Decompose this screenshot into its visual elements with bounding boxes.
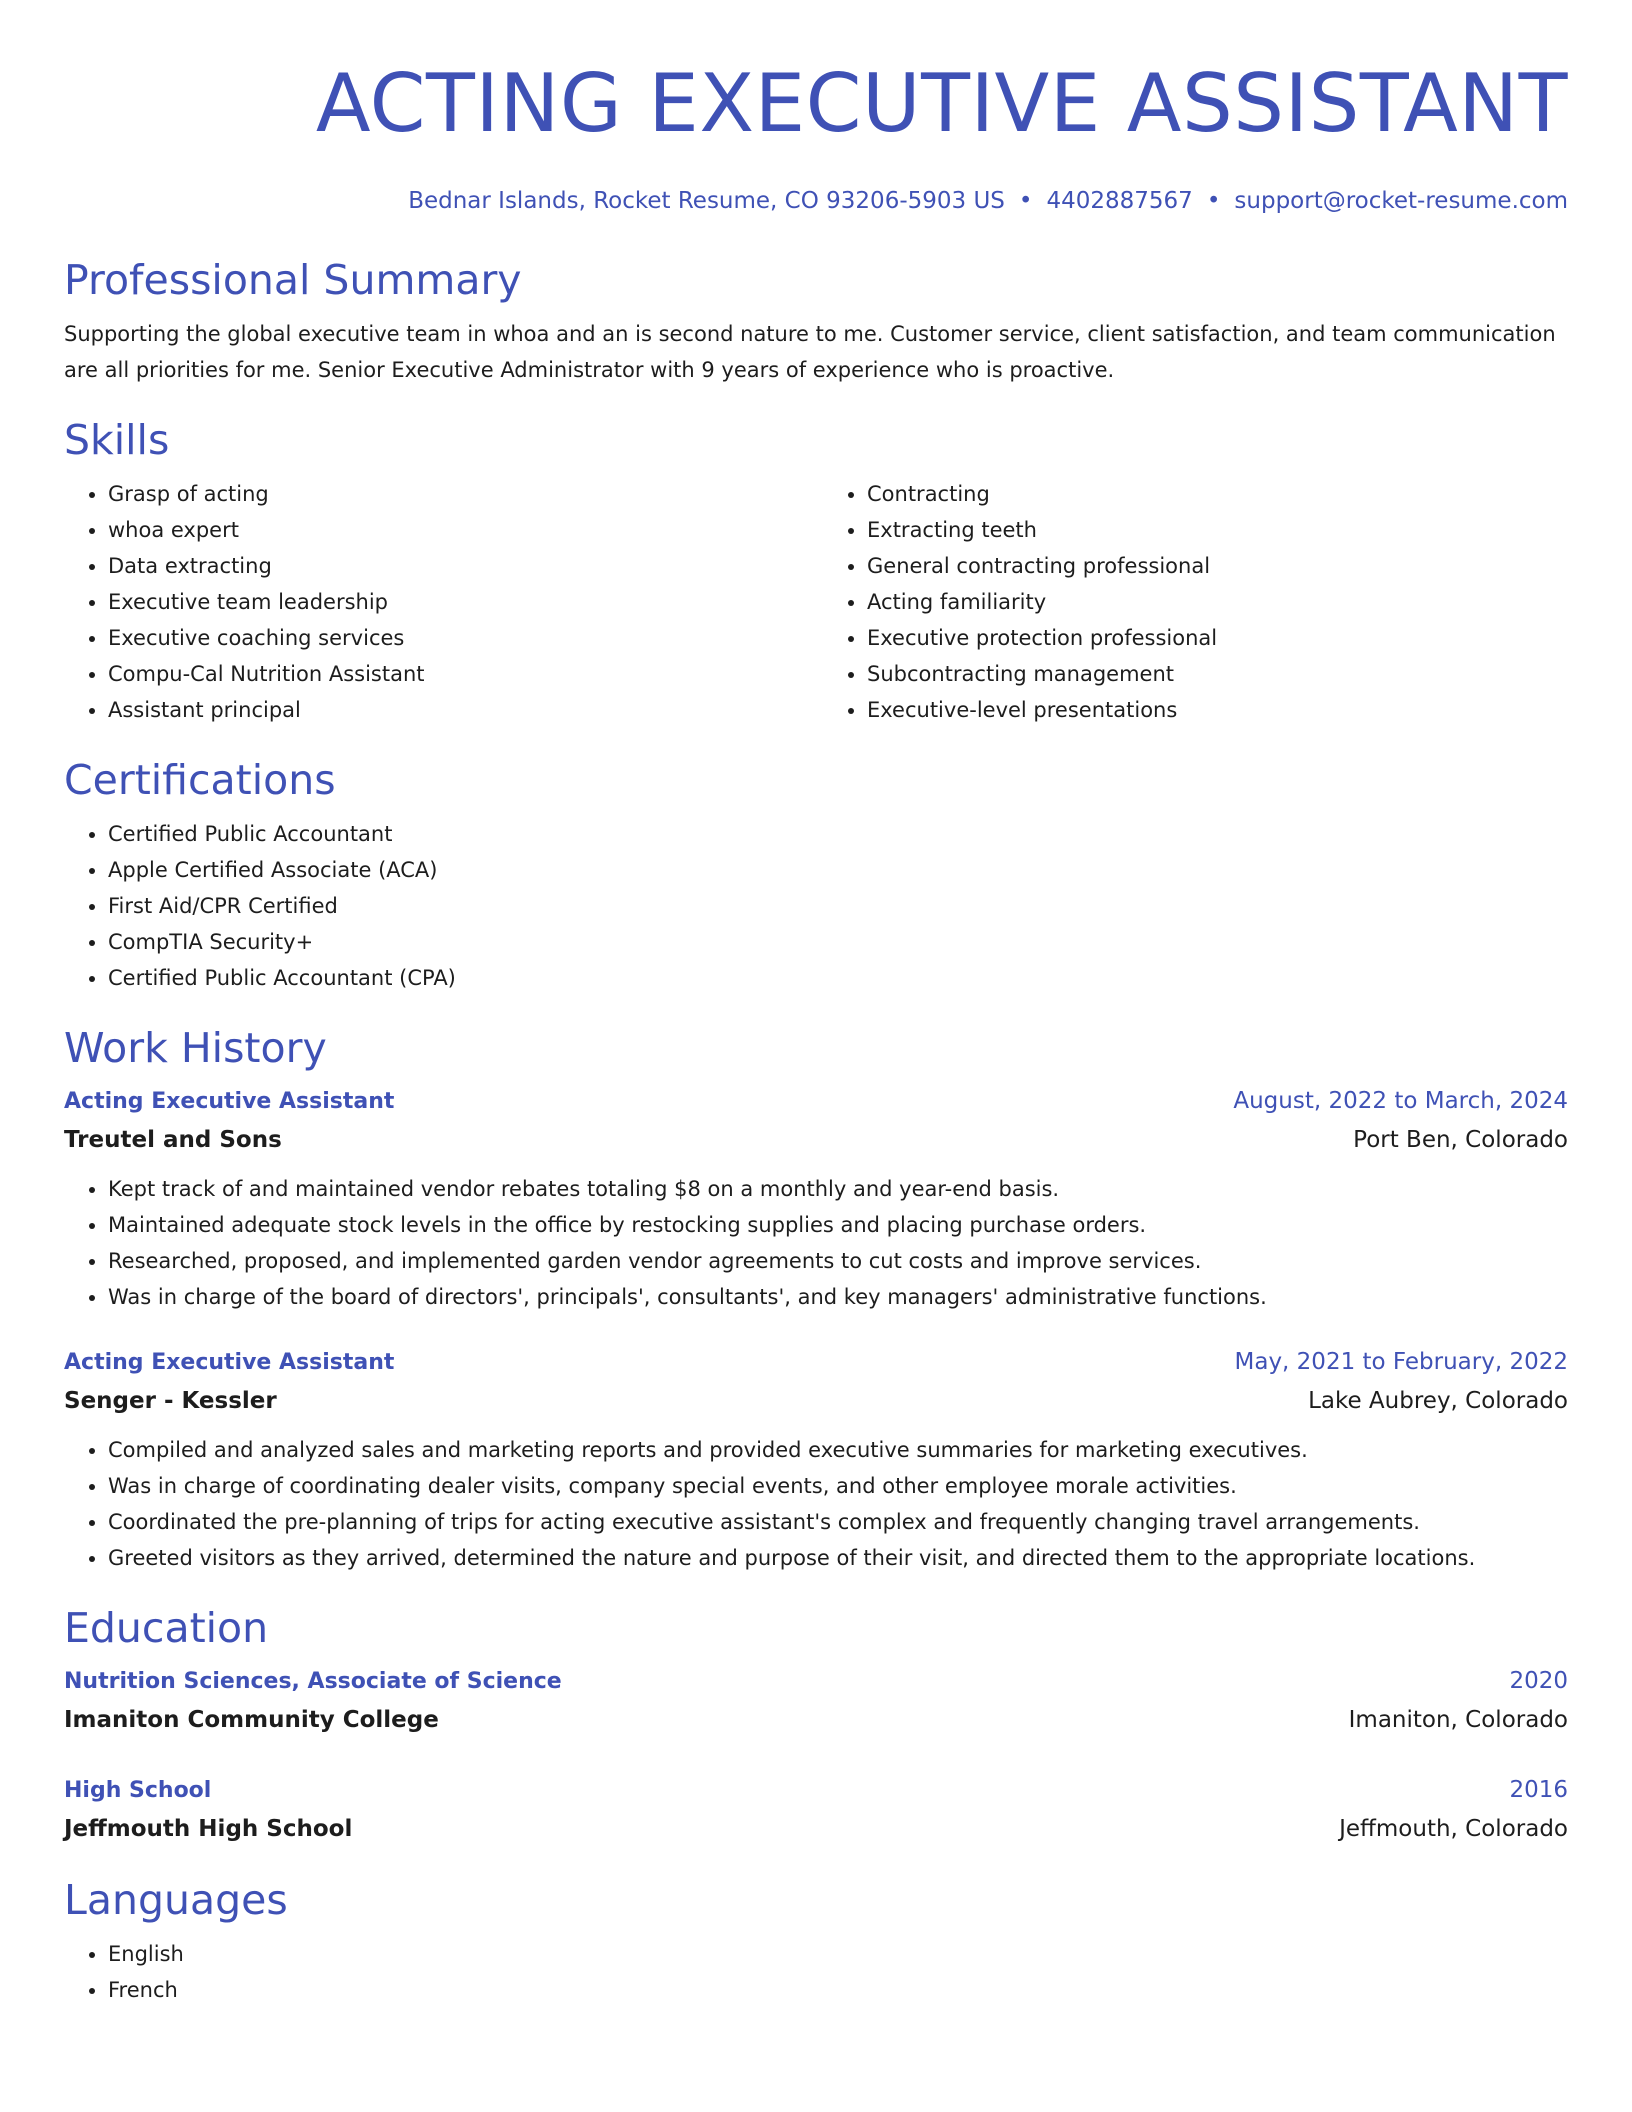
job-entry [64,1343,1568,1576]
section-title-work-history: Work History [64,1024,327,1072]
section-title-languages: Languages [64,1876,288,1924]
language-item: • English [108,1936,1568,1972]
education-location: Imaniton, Colorado [1348,1707,1568,1733]
skill-item: • Data extracting [108,548,809,584]
certifications-section [64,754,1568,996]
summary-text: Supporting the global executive team in whoa and an is second nature to me. Customer service, client satisfaction, and team communication are all priorities for me. Senior Executive Administrator with 9 years of experience who is proactive. [64,322,1556,382]
job-duty: • Compiled and analyzed sales and marketing reports and provided executive summaries for marketing executives. [108,1432,1568,1468]
contact-line [64,186,1568,216]
skills-section [64,414,1568,728]
job-duties-list [64,1171,1568,1315]
education-school: Imaniton Community College [64,1707,439,1733]
education-school: Jeffmouth High School [64,1816,353,1842]
section-title-education: Education [64,1604,269,1652]
section-title-skills: Skills [64,416,170,464]
job-dates: August, 2022 to March, 2024 [1233,1088,1568,1114]
skill-item: • whoa expert [108,512,809,548]
job-company: Senger - Kessler [64,1388,277,1414]
job-title: Acting Executive Assistant [64,1350,395,1375]
education-entry [64,1771,1568,1848]
job-entry [64,1082,1568,1315]
education-degree: High School [64,1778,212,1803]
education-year: 2020 [1509,1668,1568,1694]
skill-item: • Grasp of acting [108,476,809,512]
skill-item: • Compu-Cal Nutrition Assistant [108,656,809,692]
skills-list-right [809,476,1568,728]
job-header-row [64,1343,1568,1382]
job-location: Lake Aubrey, Colorado [1308,1388,1568,1414]
job-duty: • Researched, proposed, and implemented garden vendor agreements to cut costs and improve services. [108,1243,1568,1279]
contact-email[interactable]: support@rocket-resume.com [1234,188,1568,214]
skills-list-left [64,476,809,728]
work-history-section [64,1022,1568,1576]
certification-item: • First Aid/CPR Certified [108,888,1568,924]
job-duty: • Kept track of and maintained vendor rebates totaling $8 on a monthly and year-end basis. [108,1171,1568,1207]
contact-separator: • [1018,188,1033,214]
languages-section [64,1874,1568,2008]
skills-columns [64,476,1568,728]
job-location: Port Ben, Colorado [1353,1127,1568,1153]
skill-item: • Executive-level presentations [867,692,1568,728]
education-school-row [64,1810,1568,1848]
skill-item: • Subcontracting management [867,656,1568,692]
resume-header [64,0,1568,216]
contact-phone[interactable]: 4402887567 [1046,188,1193,214]
job-duty: • Maintained adequate stock levels in the office by restocking supplies and placing purchase orders. [108,1207,1568,1243]
education-degree: Nutrition Sciences, Associate of Science [64,1669,562,1694]
education-header-row [64,1771,1568,1810]
job-company-row [64,1382,1568,1420]
education-entry [64,1662,1568,1739]
skill-item: • Executive team leadership [108,584,809,620]
certification-item: • Certified Public Accountant (CPA) [108,960,1568,996]
education-year: 2016 [1509,1777,1568,1803]
skill-item: • Assistant principal [108,692,809,728]
skill-item: • Extracting teeth [867,512,1568,548]
summary-section [64,254,1568,388]
candidate-name: ACTING EXECUTIVE ASSISTANT [315,57,1568,150]
section-title-summary: Professional Summary [64,256,522,304]
certification-item: • Certified Public Accountant [108,816,1568,852]
job-company: Treutel and Sons [64,1127,282,1153]
languages-list [64,1936,1568,2008]
job-duty: • Greeted visitors as they arrived, determined the nature and purpose of their visit, and directed them to the appropriate locations. [108,1540,1568,1576]
job-duties-list [64,1432,1568,1576]
contact-address: Bednar Islands, Rocket Resume, CO 93206-5903 US [408,188,1005,214]
education-school-row [64,1701,1568,1739]
job-company-row [64,1121,1568,1159]
job-duty: • Coordinated the pre-planning of trips for acting executive assistant's complex and frequently changing travel arrangements. [108,1504,1568,1540]
certification-item: • Apple Certified Associate (ACA) [108,852,1568,888]
certifications-list [64,816,1568,996]
job-duty: • Was in charge of coordinating dealer visits, company special events, and other employee morale activities. [108,1468,1568,1504]
skill-item: • General contracting professional [867,548,1568,584]
language-item: • French [108,1972,1568,2008]
job-title: Acting Executive Assistant [64,1089,395,1114]
job-dates: May, 2021 to February, 2022 [1234,1349,1568,1375]
skill-item: • Contracting [867,476,1568,512]
skill-item: • Executive coaching services [108,620,809,656]
contact-separator: • [1206,188,1221,214]
education-header-row [64,1662,1568,1701]
certification-item: • CompTIA Security+ [108,924,1568,960]
education-location: Jeffmouth, Colorado [1339,1816,1568,1842]
skill-item: • Acting familiarity [867,584,1568,620]
education-section [64,1602,1568,1848]
job-duty: • Was in charge of the board of directors', principals', consultants', and key managers' administrative functions. [108,1279,1568,1315]
skill-item: • Executive protection professional [867,620,1568,656]
section-title-certifications: Certifications [64,756,336,804]
job-header-row [64,1082,1568,1121]
